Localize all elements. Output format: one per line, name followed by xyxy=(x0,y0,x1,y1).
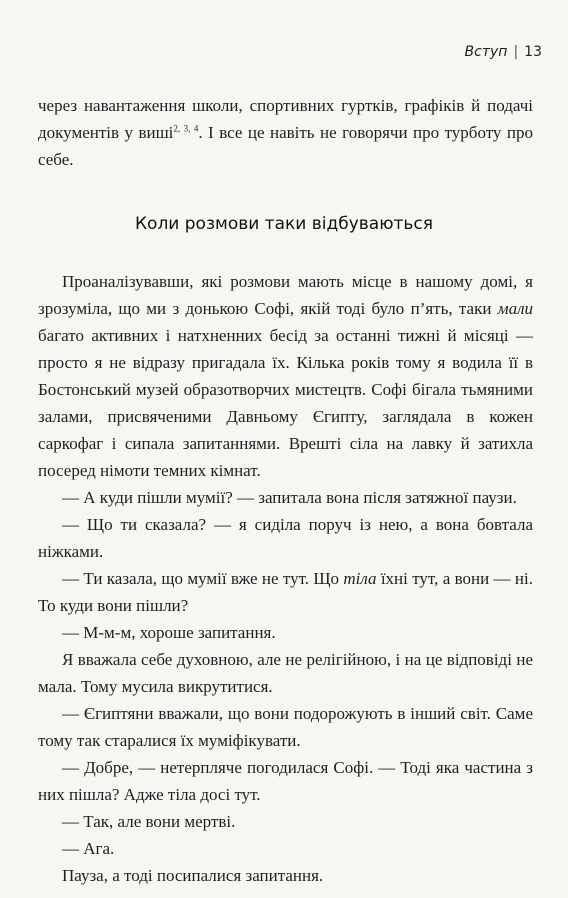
header-separator: | xyxy=(513,44,519,60)
section-heading: Коли розмови таки відбуваються xyxy=(134,214,434,234)
paragraph-4-text: — Ти казала, що мумії вже не тут. Що xyxy=(62,569,344,588)
page-number: 13 xyxy=(524,44,542,60)
continued-paragraph xyxy=(38,92,533,173)
paragraph-4 xyxy=(38,565,533,619)
paragraph-1-text-cont: багато активних і натхненних бесід за останні тижні й місяці — просто я не відразу пригадала їх. Кілька років тому я водила її в Бостонський музей образотворчих мистецтв. Софі бігала тьмяними залами, присвяченими Давньому Єгипту, заглядала в кожен саркофаг і сипала запитаннями. Врешті сіла на лавку й затихла посеред німоти темних кімнат. xyxy=(38,326,533,480)
paragraph-8 xyxy=(38,754,533,808)
paragraph-11 xyxy=(38,862,533,889)
paragraph-4-emphasis: тіла xyxy=(343,569,377,588)
paragraph-9-text: — Так, але вони мертві. xyxy=(62,812,236,831)
intro-text-before: через навантаження школи, спортивних гуртків, графіків й подачі документів у виші xyxy=(38,96,533,142)
paragraph-10 xyxy=(38,835,533,862)
paragraph-5 xyxy=(38,619,533,646)
paragraph-2-text: — А куди пішли мумії? — запитала вона після затяжної паузи. xyxy=(62,488,517,507)
paragraph-3 xyxy=(38,511,533,565)
paragraph-1 xyxy=(38,268,533,484)
header-section-title: Вступ xyxy=(464,44,508,60)
body-text xyxy=(38,268,533,889)
paragraph-7 xyxy=(38,700,533,754)
paragraph-6 xyxy=(38,646,533,700)
paragraph-2 xyxy=(38,484,533,511)
paragraph-10-text: — Ага. xyxy=(62,839,115,858)
paragraph-9 xyxy=(38,808,533,835)
paragraph-4-text-cont: їхні тут, а вони — ні. То куди вони пішли? xyxy=(38,569,533,615)
paragraph-1-emphasis: мали xyxy=(497,299,533,318)
paragraph-1-text: Проаналізувавши, які розмови мають місце в нашому домі, я зрозуміла, що ми з донькою Софі, якій тоді було п’ять, таки xyxy=(38,272,533,318)
intro-text-after: . І все це навіть не говорячи про турботу про себе. xyxy=(38,123,533,169)
paragraph-8-text: — Добре, — нетерпляче погодилася Софі. — Тоді яка частина з них пішла? Адже тіла досі тут. xyxy=(38,758,533,804)
paragraph-6-text: Я вважала себе духовною, але не релігійною, і на це відповіді не мала. Тому мусила викрутитися. xyxy=(38,650,533,696)
paragraph-7-text: — Єгиптяни вважали, що вони подорожують в інший світ. Саме тому так старалися їх муміфікувати. xyxy=(38,704,533,750)
paragraph-5-text: — М-м-м, хороше запитання. xyxy=(62,623,276,642)
footnote-refs: 2, 3, 4 xyxy=(173,123,199,134)
running-header xyxy=(465,44,542,60)
paragraph-11-text: Пауза, а тоді посипалися запитання. xyxy=(62,866,324,885)
paragraph-3-text: — Що ти сказала? — я сиділа поруч із нею, а вона бовтала ніжками. xyxy=(38,515,533,561)
